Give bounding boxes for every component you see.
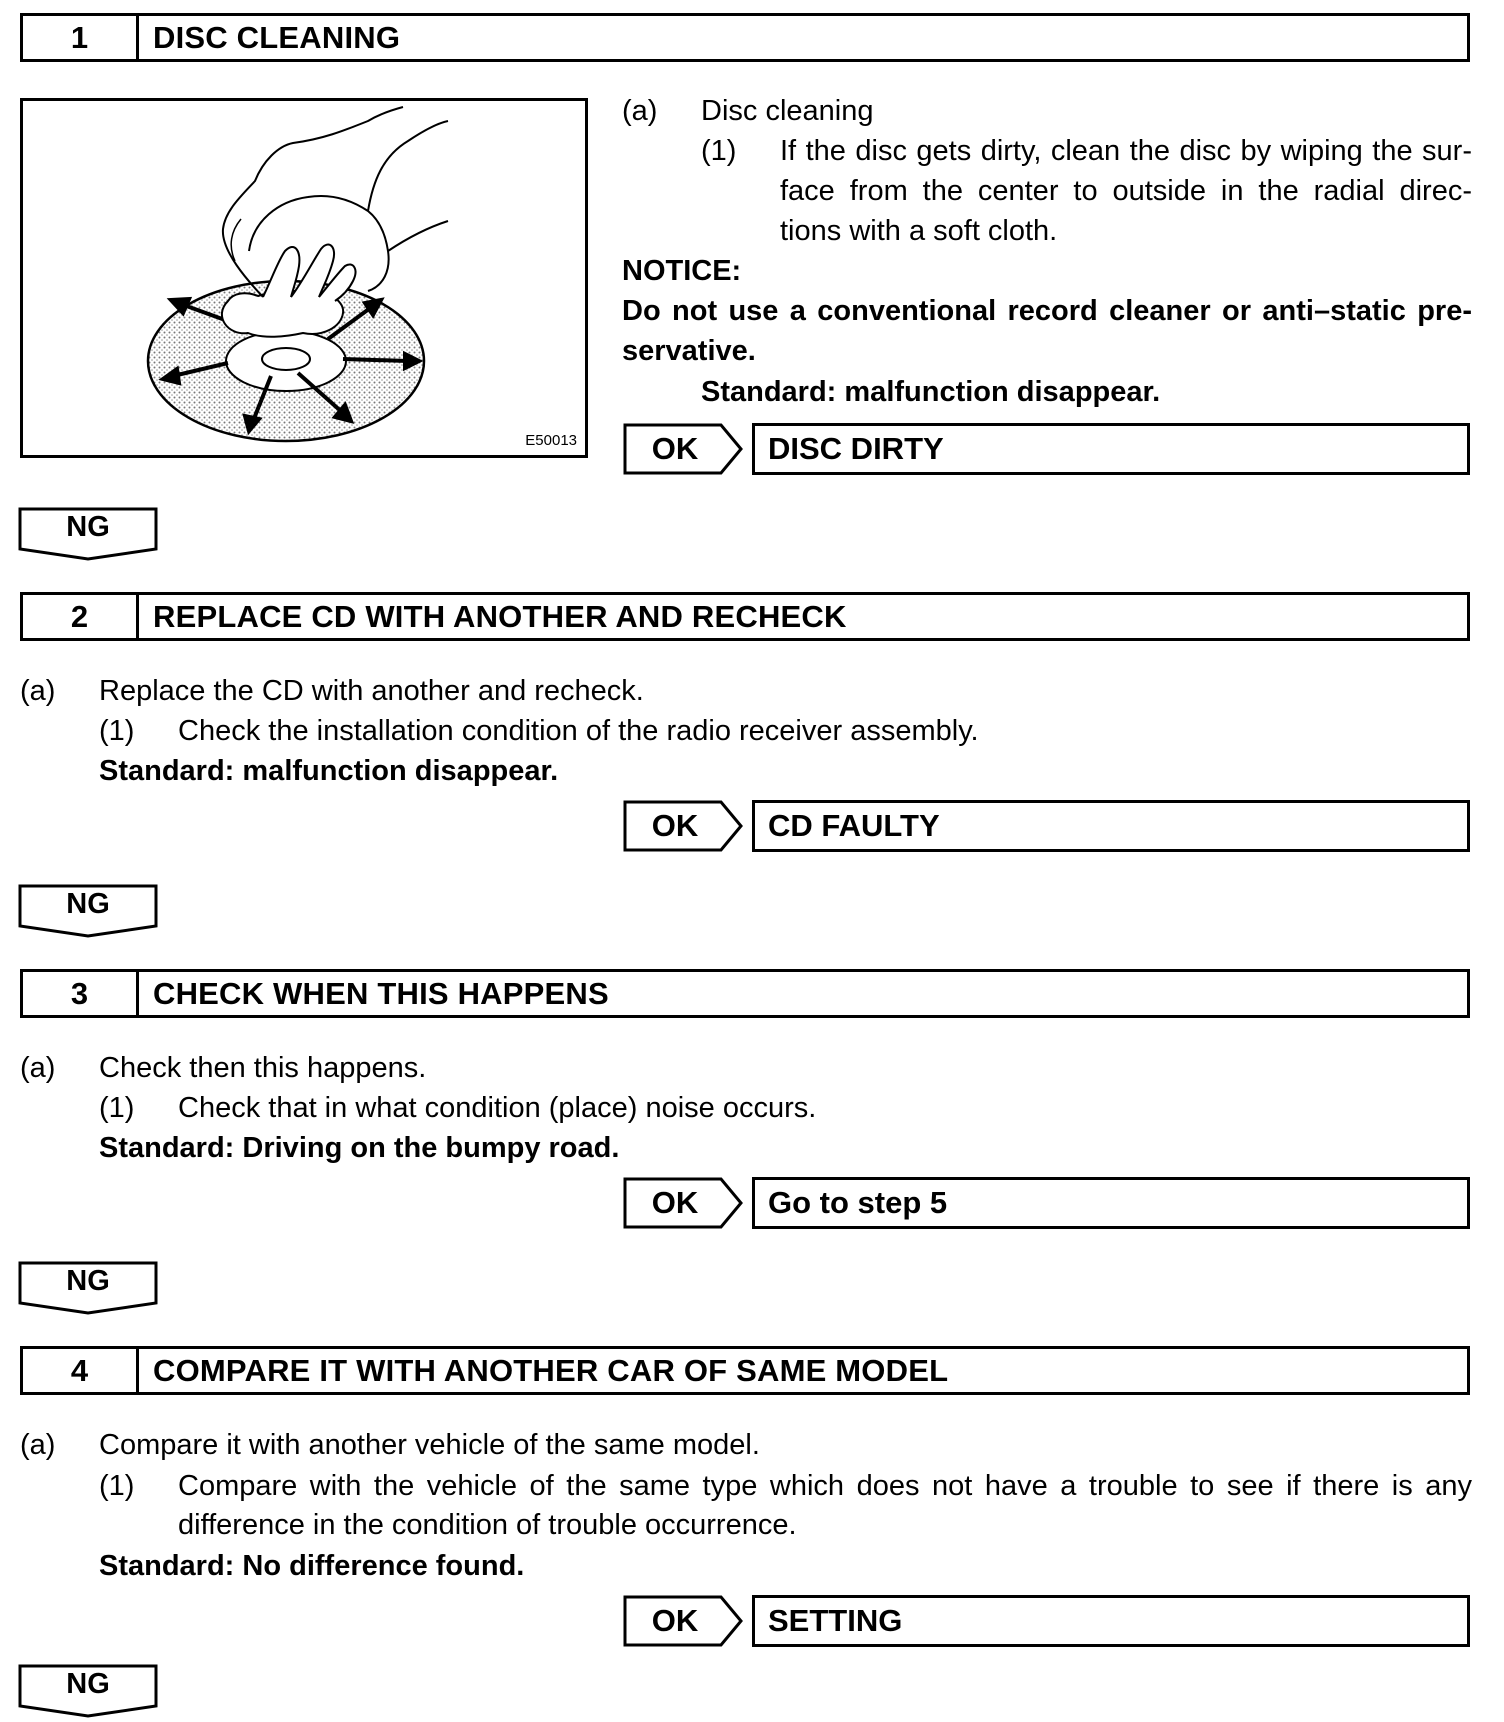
notice-line: servative. — [622, 335, 756, 367]
sub-item-line: difference in the condition of trouble occurrence. — [178, 1509, 797, 1541]
ok-button[interactable] — [623, 1595, 743, 1647]
step-number: 2 — [23, 595, 139, 638]
sub-item-line: If the disc gets dirty, clean the disc by wiping the sur- — [780, 135, 1472, 167]
ng-label: NG — [66, 1264, 110, 1297]
hand-wiping-disc-icon — [23, 101, 585, 455]
sub-item-marker: (1) — [99, 715, 135, 747]
sub-item-line: face from the center to outside in the radial direc- — [780, 175, 1472, 207]
item-a-marker: (a) — [20, 1052, 56, 1084]
ng-button[interactable] — [18, 507, 158, 561]
ok-result: DISC DIRTY — [752, 423, 1470, 475]
sub-item-line: Compare with the vehicle of the same type which does not have a trouble to see if there is any — [178, 1470, 1472, 1502]
step-number: 4 — [23, 1349, 139, 1392]
ok-result: CD FAULTY — [752, 800, 1470, 852]
ng-button[interactable] — [18, 1664, 158, 1718]
standard-text: Standard: malfunction disappear. — [701, 376, 1161, 408]
step-number: 3 — [23, 972, 139, 1015]
sub-item-marker: (1) — [99, 1470, 135, 1502]
ok-label: OK — [651, 1185, 699, 1220]
step-title: CHECK WHEN THIS HAPPENS — [153, 975, 609, 1011]
item-a-marker: (a) — [622, 95, 658, 127]
step-2-header — [20, 592, 1470, 641]
ok-result: Go to step 5 — [752, 1177, 1470, 1229]
step-number: 1 — [23, 16, 139, 59]
ok-button[interactable] — [623, 423, 743, 475]
notice-line: Do not use a conventional record cleaner or anti–static pre- — [622, 295, 1472, 327]
ng-label: NG — [66, 510, 110, 543]
item-a-text: Compare it with another vehicle of the same model. — [99, 1429, 760, 1461]
step-1-header — [20, 13, 1470, 62]
item-a-marker: (a) — [20, 1429, 56, 1461]
step-3-header — [20, 969, 1470, 1018]
ng-label: NG — [66, 887, 110, 920]
step-title: COMPARE IT WITH ANOTHER CAR OF SAME MODEL — [153, 1352, 949, 1388]
figure-id: E50013 — [525, 432, 577, 449]
ok-button[interactable] — [623, 1177, 743, 1229]
step-title: REPLACE CD WITH ANOTHER AND RECHECK — [153, 598, 847, 634]
notice-label: NOTICE: — [622, 255, 742, 287]
step-4-header — [20, 1346, 1470, 1395]
item-a-marker: (a) — [20, 675, 56, 707]
ng-button[interactable] — [18, 1261, 158, 1315]
sub-item-text: Check the installation condition of the radio receiver assembly. — [178, 715, 979, 747]
ok-label: OK — [651, 431, 699, 466]
standard-text: Standard: Driving on the bumpy road. — [99, 1132, 620, 1164]
ok-label: OK — [651, 1603, 699, 1638]
item-a-text: Check then this happens. — [99, 1052, 427, 1084]
item-a-text: Disc cleaning — [701, 95, 874, 127]
item-a-text: Replace the CD with another and recheck. — [99, 675, 644, 707]
ng-label: NG — [66, 1667, 110, 1700]
ok-label: OK — [651, 808, 699, 843]
standard-text: Standard: No difference found. — [99, 1550, 525, 1582]
ok-button[interactable] — [623, 800, 743, 852]
ok-result: SETTING — [752, 1595, 1470, 1647]
sub-item-text: Check that in what condition (place) noise occurs. — [178, 1092, 817, 1124]
sub-item-line: tions with a soft cloth. — [780, 215, 1058, 247]
ng-button[interactable] — [18, 884, 158, 938]
sub-item-marker: (1) — [701, 135, 737, 167]
step-title: DISC CLEANING — [153, 19, 401, 55]
disc-cleaning-illustration — [20, 98, 588, 458]
standard-text: Standard: malfunction disappear. — [99, 755, 559, 787]
sub-item-marker: (1) — [99, 1092, 135, 1124]
